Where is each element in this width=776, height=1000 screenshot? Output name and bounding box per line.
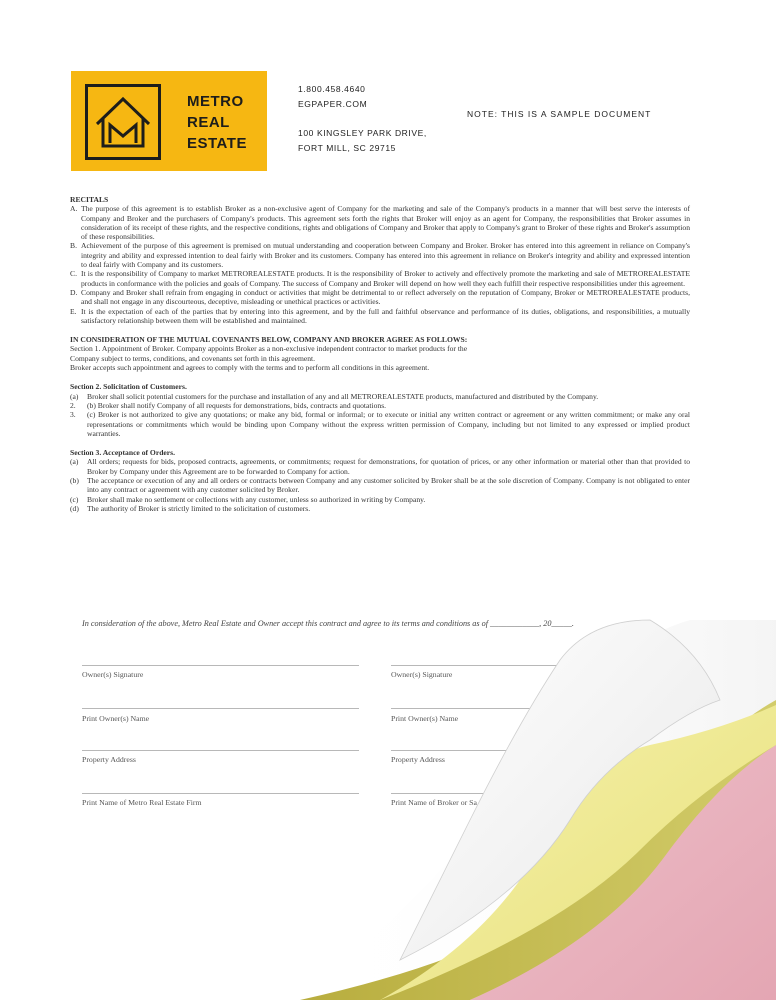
covenants-line: Section 1. Appointment of Broker. Company appoints Broker as a non-exclusive independent contractor to market products for the — [70, 344, 468, 354]
sample-note: NOTE: THIS IS A SAMPLE DOCUMENT — [467, 109, 652, 119]
section-2-item: 3. (c) Broker is not authorized to give any quotations; or make any bid, formal or informal; or to execute or initial any written contract or agreement or any written commitment; or make any oral representations or commitments which would be binding upon Company without the express written permission of Company, including but not limited to any expressed or implied product warranties. — [70, 410, 690, 438]
covenants-line: Company subject to terms, conditions, and covenants set forth in this agreement. — [70, 353, 316, 363]
section-3-item: (d) The authority of Broker is strictly limited to the solicitation of customers. — [70, 503, 311, 513]
recitals-heading: RECITALS — [70, 195, 109, 204]
signature-label: Owner(s) Signature — [82, 670, 144, 679]
signature-label: Print Owner(s) Name — [391, 714, 459, 723]
signature-label: Property Address — [82, 755, 136, 764]
signature-label: Print Owner(s) Name — [82, 714, 150, 723]
section-3-heading: Section 3. Acceptance of Orders. — [70, 448, 176, 458]
consideration-statement: In consideration of the above, Metro Real Estate and Owner accept this contract and agree to its terms and conditions as of ____________, 20_____. — [82, 619, 574, 628]
address-line-2: FORT MILL, SC 29715 — [298, 143, 397, 153]
section-3-item: (b) The acceptance or execution of any and all orders or contracts between Company and any customer solicited by Broker shall be at the sole discretion of Company. Company is not obligated to enter into any contract or agreement with any customer solicited by Broker. — [70, 476, 690, 495]
signature-label: Owner(s) Signature — [391, 670, 453, 679]
section-2-item: (a) Broker shall solicit potential customers for the purchase and installation of any and all METROREALESTATE products, manufactured and distributed by the Company. — [70, 391, 599, 401]
covenants-heading: IN CONSIDERATION OF THE MUTUAL COVENANTS BELOW, COMPANY AND BROKER AGREE AS FOLLOWS: — [70, 335, 468, 345]
brand-line-1: METRO — [187, 93, 244, 110]
signature-label: Property Address — [391, 755, 445, 764]
section-2-heading: Section 2. Solicitation of Customers. — [70, 382, 187, 392]
recital-item: D. Company and Broker shall refrain from engaging in conduct or activities that might be detrimental to or reflect adversely on the reputation of Company, Broker or METROREALESTATE products, and shall not engage in any discourteous, deceptive, misleading or unethical practices or activities. — [70, 287, 690, 307]
covenants-line: Broker accepts such appointment and agrees to comply with the terms and to perform all conditions in this agreement. — [70, 363, 430, 373]
recital-item: E. It is the expectation of each of the parties that by entering into this agreement, and by the full and faithful observance and performance of its duties, obligations, and responsibilities, a mutually satisfactory relationship between them will be established and maintained. — [70, 306, 690, 325]
address-line-1: 100 KINGSLEY PARK DRIVE, — [298, 128, 427, 138]
signature-label: Print Name of Metro Real Estate Firm — [82, 798, 202, 807]
recital-item: C. It is the responsibility of Company to market METROREALESTATE products. It is the responsibility of Broker to actively and effectively promote the marketing and sale of METROREALESTATE products in conformance with the policies and goals of Company. The success of Company and Broker will depend on how well they each fulfill their respective responsibilities under this agreement. — [70, 269, 690, 288]
section-2-item: 2. (b) Broker shall notify Company of all requests for demonstrations, bids, contracts and quotations. — [70, 400, 387, 410]
signature-label: Print Name of Broker or Sa — [391, 798, 477, 807]
phone-number: 1.800.458.4640 — [298, 84, 366, 94]
section-3-item: (a) All orders; requests for bids, proposed contracts, agreements, or commitments; request for demonstrations, for quotation of prices, or any other information or material other than that provided to Broker by Company under this Agreement are to be forwarded to Company for action. — [70, 457, 690, 476]
brand-line-3: ESTATE — [187, 135, 247, 152]
website: EGPAPER.COM — [298, 99, 368, 109]
recital-item: A. The purpose of this agreement is to establish Broker as a non-exclusive agent of Company for the marketing and sale of the Company's products in a manner that will best serve the interests of Company and Broker and the purchasers of Company's products. This agreement sets forth the rights that Broker will enjoy as an agent for Company, the responsibilities that Broker assumes in consideration of its receipt of these rights, and the respective conditions, rights and obligations of Company and Broker that apply to Company's grant to Broker of these rights and Broker's assumption of these responsibilities. — [70, 204, 690, 242]
brand-line-2: REAL — [187, 114, 230, 131]
recital-item: B. Achievement of the purpose of this agreement is premised on mutual understanding and cooperation between Company and Broker. Broker has entered into this agreement in reliance on Company's integrity and ability and expressed intention to deal fairly with Broker and its customers. Company has entered into this agreement in reliance on Broker's integrity and ability and expressed intention to deal fairly with Company and its customers. — [70, 241, 690, 270]
section-3-item: (c) Broker shall make no settlement or collections with any customer, unless so authorized in writing by Company. — [70, 494, 426, 504]
